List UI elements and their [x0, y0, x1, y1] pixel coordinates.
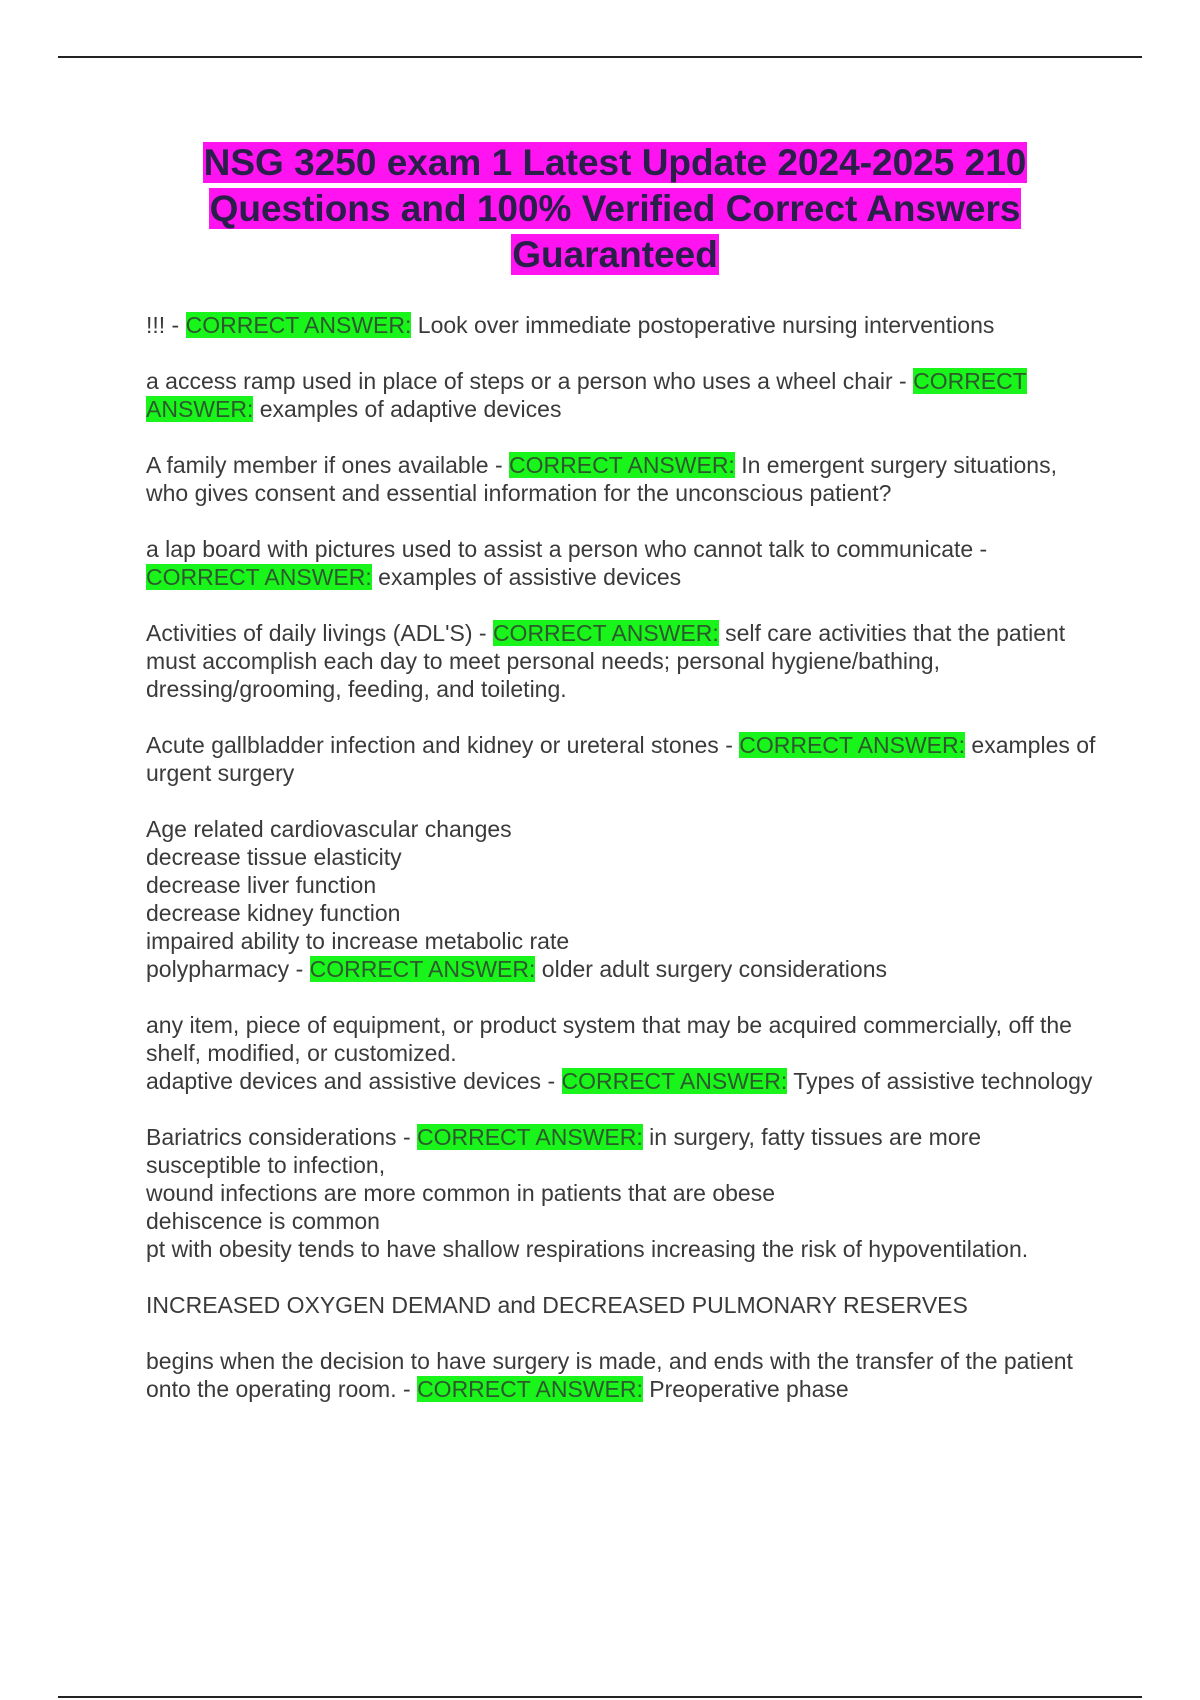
question-text: Acute gallbladder infection and kidney or ureteral stones - — [146, 732, 740, 758]
qa-entry — [146, 815, 1096, 983]
qa-entry — [146, 535, 1096, 591]
correct-answer-label: CORRECT ANSWER: — [509, 452, 735, 478]
correct-answer-label: CORRECT ANSWER: — [417, 1376, 643, 1402]
qa-entry — [146, 1291, 1096, 1319]
entry-line: pt with obesity tends to have shallow respirations increasing the risk of hypoventilation. — [146, 1236, 1029, 1262]
answer-text: examples of urgent surgery — [146, 732, 1096, 786]
correct-answer-label: CORRECT ANSWER: — [492, 620, 719, 646]
question-text: a access ramp used in place of steps or a person who uses a wheel chair - — [146, 368, 914, 394]
correct-answer-label: CORRECT ANSWER: — [739, 732, 966, 758]
entry-line: Age related cardiovascular changes — [146, 816, 512, 842]
answer-text: examples of assistive devices — [371, 564, 682, 590]
entry-line: wound infections are more common in patients that are obese — [146, 1180, 776, 1206]
question-text: polypharmacy - — [146, 956, 310, 982]
qa-list — [146, 311, 1096, 1431]
qa-entry — [146, 1011, 1096, 1095]
answer-text: Preoperative phase — [642, 1376, 849, 1402]
entry-line: decrease kidney function — [146, 900, 401, 926]
top-rule — [58, 56, 1142, 58]
entry-line: impaired ability to increase metabolic rate — [146, 928, 570, 954]
entry-line: any item, piece of equipment, or product system that may be acquired commercially, off the shelf, modified, or customized. — [146, 1012, 1072, 1066]
question-text: adaptive devices and assistive devices - — [146, 1068, 562, 1094]
qa-entry — [146, 311, 1096, 339]
answer-text: In emergent surgery situations, who gives consent and essential information for the unconscious patient? — [146, 452, 1057, 506]
correct-answer-label: CORRECT ANSWER: — [146, 368, 1027, 422]
question-text: a lap board with pictures used to assist a person who cannot talk to communicate - — [146, 536, 988, 562]
answer-text: examples of adaptive devices — [253, 396, 562, 422]
correct-answer-label: CORRECT ANSWER: — [417, 1124, 643, 1150]
qa-entry — [146, 451, 1096, 507]
answer-text: Look over immediate postoperative nursing interventions — [411, 312, 995, 338]
answer-text: Types of assistive technology — [787, 1068, 1093, 1094]
correct-answer-label: CORRECT ANSWER: — [561, 1068, 788, 1094]
entry-line: decrease tissue elasticity — [146, 844, 402, 870]
qa-entry — [146, 1347, 1096, 1403]
correct-answer-label: CORRECT ANSWER: — [146, 564, 372, 590]
correct-answer-label: CORRECT ANSWER: — [309, 956, 536, 982]
document-title-text: NSG 3250 exam 1 Latest Update 2024-2025 210 Questions and 100% Verified Correct Answers Guaranteed — [203, 142, 1027, 275]
qa-entry — [146, 731, 1096, 787]
entry-line: dehiscence is common — [146, 1208, 380, 1234]
bottom-rule — [58, 1696, 1142, 1698]
qa-entry — [146, 619, 1096, 703]
entry-line: decrease liver function — [146, 872, 377, 898]
answer-text: self care activities that the patient must accomplish each day to meet personal needs; personal hygiene/bathing, dressing/grooming, feeding, and toileting. — [146, 620, 1066, 702]
question-text: begins when the decision to have surgery is made, and ends with the transfer of the patient onto the operating room. - — [146, 1348, 1073, 1402]
question-text: Bariatrics considerations - — [146, 1124, 417, 1150]
answer-text: older adult surgery considerations — [535, 956, 887, 982]
question-text: Activities of daily livings (ADL'S) - — [146, 620, 493, 646]
qa-entry — [146, 367, 1096, 423]
answer-text: in surgery, fatty tissues are more susceptible to infection, — [146, 1124, 982, 1178]
question-text: A family member if ones available - — [146, 452, 510, 478]
entry-text: INCREASED OXYGEN DEMAND and DECREASED PULMONARY RESERVES — [146, 1292, 968, 1318]
correct-answer-label: CORRECT ANSWER: — [185, 312, 412, 338]
document-title — [130, 140, 1100, 278]
question-text: !!! - — [146, 312, 186, 338]
qa-entry — [146, 1123, 1096, 1263]
